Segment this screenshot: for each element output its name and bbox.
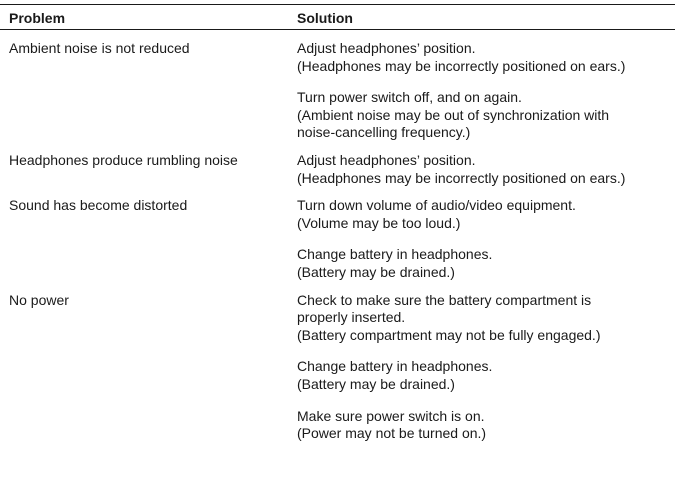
- table-row: [0, 197, 675, 281]
- solution-action: Adjust headphones’ position.: [297, 40, 476, 56]
- solution-item: [297, 408, 672, 443]
- solution-item: [297, 40, 672, 75]
- solution-cell: [297, 197, 672, 281]
- solution-reason: (Battery may be drained.): [297, 263, 455, 280]
- solution-action: Turn down volume of audio/video equipment.: [297, 197, 576, 214]
- solution-reason: (Power may not be turned on.): [297, 425, 487, 442]
- solution-reason: (Ambient noise may be out of synchronization with noise-cancelling frequency.): [297, 106, 610, 141]
- solution-reason: (Volume may be too loud.): [297, 214, 461, 231]
- solution-item: [297, 246, 672, 281]
- solution-item: [297, 152, 672, 187]
- table-row: [0, 152, 675, 187]
- header-divider: [0, 29, 675, 30]
- solution-action: Turn power switch off, and on again.: [297, 89, 522, 106]
- solution-cell: [297, 292, 672, 443]
- troubleshooting-table: [0, 40, 675, 451]
- solution-action: Make sure power switch is on.: [297, 407, 485, 424]
- problem-cell: Sound has become distorted: [9, 197, 188, 214]
- solution-item: [297, 89, 672, 142]
- solution-item: [297, 197, 672, 232]
- solution-item: [297, 292, 672, 345]
- solution-column-header: Solution: [297, 10, 353, 26]
- solution-cell: [297, 152, 672, 187]
- problem-cell: No power: [9, 291, 69, 308]
- problem-cell: Headphones produce rumbling noise: [9, 151, 238, 168]
- solution-action: Change battery in headphones.: [297, 358, 493, 375]
- problem-column-header: Problem: [9, 10, 66, 26]
- problem-cell: Ambient noise is not reduced: [9, 40, 190, 56]
- solution-item: [297, 358, 672, 393]
- solution-reason: (Battery compartment may not be fully engaged.): [297, 326, 601, 343]
- solution-action: Change battery in headphones.: [297, 246, 493, 263]
- solution-cell: [297, 40, 672, 142]
- top-divider: [0, 4, 675, 5]
- solution-reason: (Headphones may be incorrectly positioned on ears.): [297, 57, 626, 74]
- solution-reason: (Battery may be drained.): [297, 375, 455, 392]
- table-row: [0, 292, 675, 443]
- table-row: [0, 40, 675, 142]
- solution-action: Check to make sure the battery compartment is properly inserted.: [297, 291, 592, 326]
- solution-action: Adjust headphones’ position.: [297, 151, 476, 168]
- solution-reason: (Headphones may be incorrectly positioned on ears.): [297, 169, 626, 186]
